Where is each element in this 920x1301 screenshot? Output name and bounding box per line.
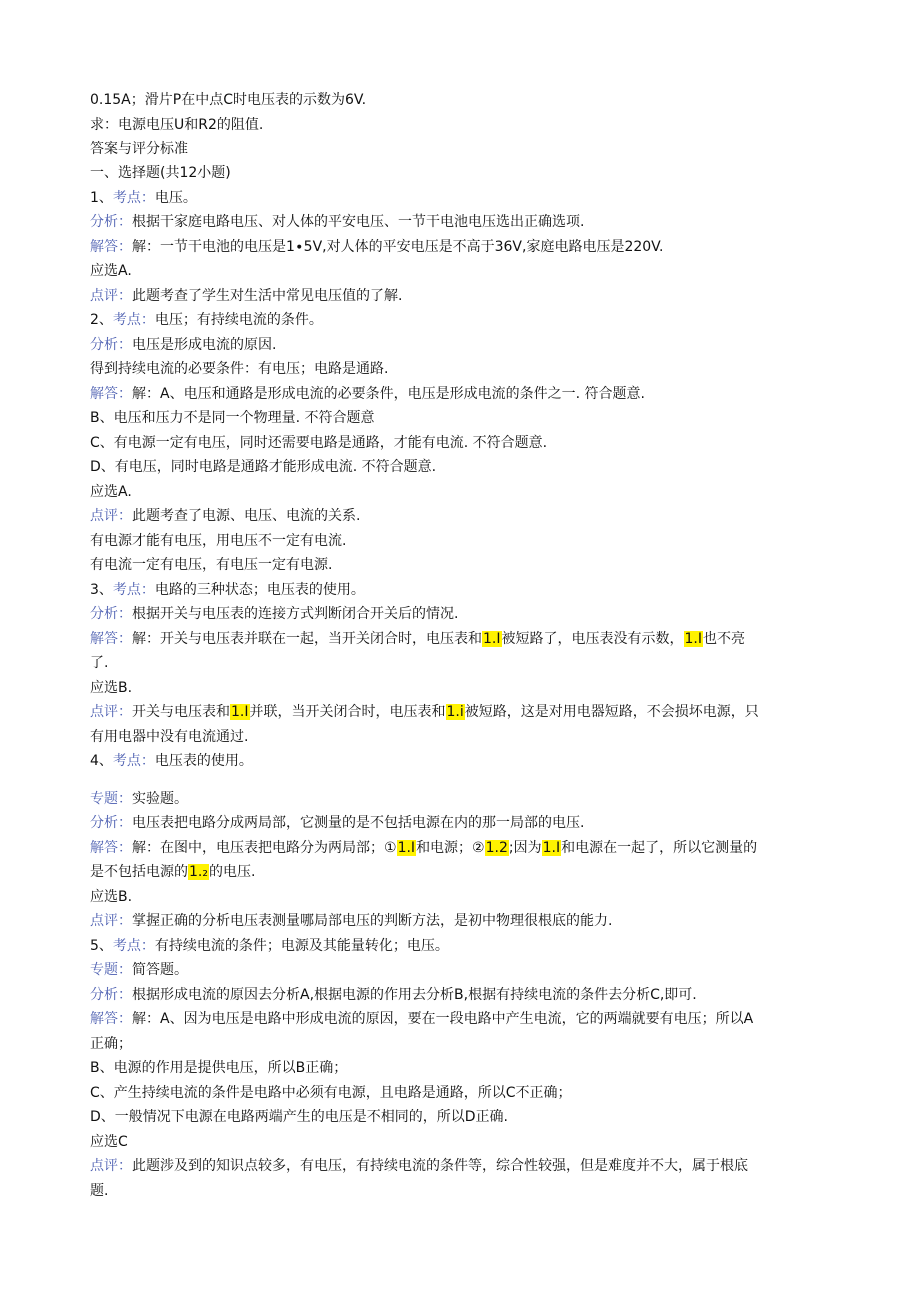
- text-segment: 电压。: [154, 190, 197, 206]
- section-label: 分析：: [90, 987, 132, 1003]
- section-label: 专题：: [90, 962, 132, 978]
- text-segment: 求：电源电压U和R2的阻值.: [90, 117, 264, 133]
- text-line: [90, 115, 263, 135]
- text-line: [90, 936, 449, 956]
- text-segment: 被短路了，电压表没有示数，: [501, 631, 684, 647]
- text-segment: B、电压和压力不是同一个物理量. 不符合题意: [90, 410, 375, 426]
- text-line: [90, 960, 188, 980]
- text-line: [90, 188, 197, 208]
- text-segment: 题.: [90, 1183, 109, 1199]
- text-segment: B、电源的作用是提供电压，所以B正确；: [90, 1060, 348, 1076]
- text-segment: 电压；有持续电流的条件。: [154, 312, 323, 328]
- text-segment: D、一般情况下电源在电路两端产生的电压是不相同的，所以D正确.: [90, 1109, 509, 1125]
- text-segment: 得到持续电流的必要条件：有电压；电路是通路.: [90, 361, 389, 377]
- text-line: [90, 789, 188, 809]
- text-segment: 根据形成电流的原因去分析A,根据电源的作用去分析B,根据有持续电流的条件去分析C,即可.: [132, 987, 697, 1003]
- text-segment: 3、: [90, 582, 113, 598]
- text-segment: 正确；: [90, 1036, 132, 1052]
- section-label: 点评：: [90, 1158, 132, 1174]
- text-segment: 电压表把电路分成两局部，它测量的是不包括电源在内的那一局部的电压.: [132, 815, 585, 831]
- text-line: [90, 90, 366, 110]
- text-line: [90, 751, 253, 771]
- text-segment: 根据干家庭电路电压、对人体的平安电压、一节干电池电压选出正确选项.: [132, 214, 585, 230]
- text-segment: 有持续电流的条件；电源及其能量转化；电压。: [154, 938, 449, 954]
- text-segment: 应选A.: [90, 484, 132, 500]
- text-segment: 解：在图中，电压表把电路分为两局部；①: [132, 840, 397, 856]
- text-segment: 并联，当开关闭合时，电压表和: [249, 704, 446, 720]
- text-segment: D、有电压，同时电路是通路才能形成电流. 不符合题意.: [90, 459, 437, 475]
- text-segment: 有电流一定有电压，有电压一定有电源.: [90, 557, 333, 573]
- section-label: 点评：: [90, 704, 132, 720]
- text-line: [90, 604, 458, 624]
- text-line: [90, 813, 584, 833]
- text-segment: 和电源在一起了，所以它测量的: [561, 840, 758, 856]
- text-segment: 一、选择题(共12小题): [90, 165, 231, 181]
- highlighted-symbol: 1.I: [684, 631, 702, 647]
- section-label: 专题：: [90, 791, 132, 807]
- text-segment: 的电压.: [208, 864, 256, 880]
- text-segment: 1、: [90, 190, 113, 206]
- text-line: [90, 727, 248, 747]
- text-segment: 简答题。: [132, 962, 188, 978]
- text-segment: 5、: [90, 938, 113, 954]
- text-line: [90, 433, 547, 453]
- text-line: [90, 1009, 753, 1029]
- text-line: [90, 163, 231, 183]
- text-line: [90, 678, 132, 698]
- text-line: [90, 286, 402, 306]
- section-label: 分析：: [90, 606, 132, 622]
- section-label: 考点：: [112, 753, 155, 769]
- section-label: 解答：: [90, 631, 132, 647]
- section-label: 考点：: [112, 582, 155, 598]
- text-line: [90, 862, 255, 882]
- section-label: 考点：: [112, 190, 155, 206]
- text-segment: 有用电器中没有电流通过.: [90, 729, 249, 745]
- text-line: [90, 139, 188, 159]
- text-line: [90, 237, 663, 257]
- text-line: [90, 985, 697, 1005]
- text-segment: 是不包括电源的: [90, 864, 188, 880]
- text-segment: 此题考查了电源、电压、电流的关系.: [132, 508, 361, 524]
- text-line: [90, 1181, 108, 1201]
- text-line: [90, 359, 388, 379]
- text-segment: 应选B.: [90, 889, 133, 905]
- text-line: [90, 261, 132, 281]
- section-label: 点评：: [90, 508, 132, 524]
- text-segment: 解：A、电压和通路是形成电流的必要条件，电压是形成电流的条件之一. 符合题意.: [132, 386, 645, 402]
- text-segment: 此题考查了学生对生活中常见电压值的了解.: [132, 288, 403, 304]
- text-segment: 和电源；②: [416, 840, 485, 856]
- highlighted-symbol: 1.I: [231, 704, 249, 720]
- text-line: [90, 1083, 572, 1103]
- highlighted-symbol: 1.2: [485, 840, 508, 856]
- text-line: [90, 1034, 132, 1054]
- text-line: [90, 1107, 508, 1127]
- text-segment: 应选B.: [90, 680, 133, 696]
- section-label: 点评：: [90, 913, 132, 929]
- section-label: 解答：: [90, 239, 132, 255]
- text-line: [90, 629, 745, 649]
- text-segment: 根据开关与电压表的连接方式判断闭合开关后的情况.: [132, 606, 459, 622]
- highlighted-symbol: 1.I: [397, 840, 416, 856]
- text-segment: 有电源才能有电压，用电压不一定有电流.: [90, 533, 347, 549]
- section-label: 考点：: [112, 312, 155, 328]
- text-segment: 解：A、因为电压是电路中形成电流的原因，要在一段电路中产生电流，它的两端就要有电压；所以A: [132, 1011, 754, 1027]
- text-segment: 解：开关与电压表并联在一起，当开关闭合时，电压表和: [132, 631, 482, 647]
- section-label: 解答：: [90, 1011, 132, 1027]
- text-line: [90, 1156, 748, 1176]
- text-segment: 2、: [90, 312, 113, 328]
- text-line: [90, 580, 365, 600]
- text-line: [90, 702, 759, 722]
- section-label: 分析：: [90, 337, 132, 353]
- text-line: [90, 482, 132, 502]
- text-segment: 也不亮: [703, 631, 745, 647]
- highlighted-symbol: 1.₂: [189, 864, 208, 880]
- text-segment: 0.15A；滑片P在中点C时电压表的示数为6V.: [90, 92, 367, 108]
- text-line: [90, 506, 360, 526]
- text-segment: 被短路，这是对用电器短路，不会损坏电源，只: [464, 704, 759, 720]
- text-segment: 掌握正确的分析电压表测量哪局部电压的判断方法，是初中物理很根底的能力.: [132, 913, 613, 929]
- text-segment: 电压是形成电流的原因.: [132, 337, 277, 353]
- text-line: [90, 384, 645, 404]
- text-segment: 应选A.: [90, 263, 132, 279]
- text-segment: 答案与评分标准: [90, 141, 188, 157]
- text-line: [90, 887, 132, 907]
- text-line: [90, 838, 757, 858]
- text-line: [90, 555, 332, 575]
- section-label: 解答：: [90, 840, 132, 856]
- text-line: [90, 457, 436, 477]
- text-segment: 4、: [90, 753, 113, 769]
- text-line: [90, 653, 108, 673]
- section-label: 解答：: [90, 386, 132, 402]
- text-segment: C、有电源一定有电压，同时还需要电路是通路，才能有电流. 不符合题意.: [90, 435, 548, 451]
- text-segment: 了.: [90, 655, 109, 671]
- highlighted-symbol: 1.I: [542, 840, 561, 856]
- text-segment: 开关与电压表和: [132, 704, 230, 720]
- section-label: 考点：: [112, 938, 155, 954]
- text-segment: ;因为: [508, 840, 542, 856]
- text-segment: 解：一节干电池的电压是1∙5V,对人体的平安电压是不高于36V,家庭电路电压是220V.: [132, 239, 664, 255]
- text-segment: 应选C: [90, 1134, 128, 1150]
- text-line: [90, 1132, 128, 1152]
- text-line: [90, 531, 346, 551]
- text-segment: 电路的三种状态；电压表的使用。: [154, 582, 365, 598]
- highlighted-symbol: 1.I: [483, 631, 501, 647]
- highlighted-symbol: 1.i: [446, 704, 464, 720]
- section-label: 分析：: [90, 214, 132, 230]
- text-segment: 电压表的使用。: [154, 753, 253, 769]
- text-line: [90, 310, 323, 330]
- text-line: [90, 1058, 347, 1078]
- text-segment: 实验题。: [132, 791, 188, 807]
- section-label: 分析：: [90, 815, 132, 831]
- text-line: [90, 408, 375, 428]
- text-line: [90, 911, 612, 931]
- text-line: [90, 335, 276, 355]
- text-segment: C、产生持续电流的条件是电路中必须有电源，且电路是通路，所以C不正确；: [90, 1085, 572, 1101]
- text-segment: 此题涉及到的知识点较多，有电压，有持续电流的条件等，综合性较强，但是难度并不大，属于根底: [132, 1158, 748, 1174]
- text-line: [90, 212, 584, 232]
- section-label: 点评：: [90, 288, 132, 304]
